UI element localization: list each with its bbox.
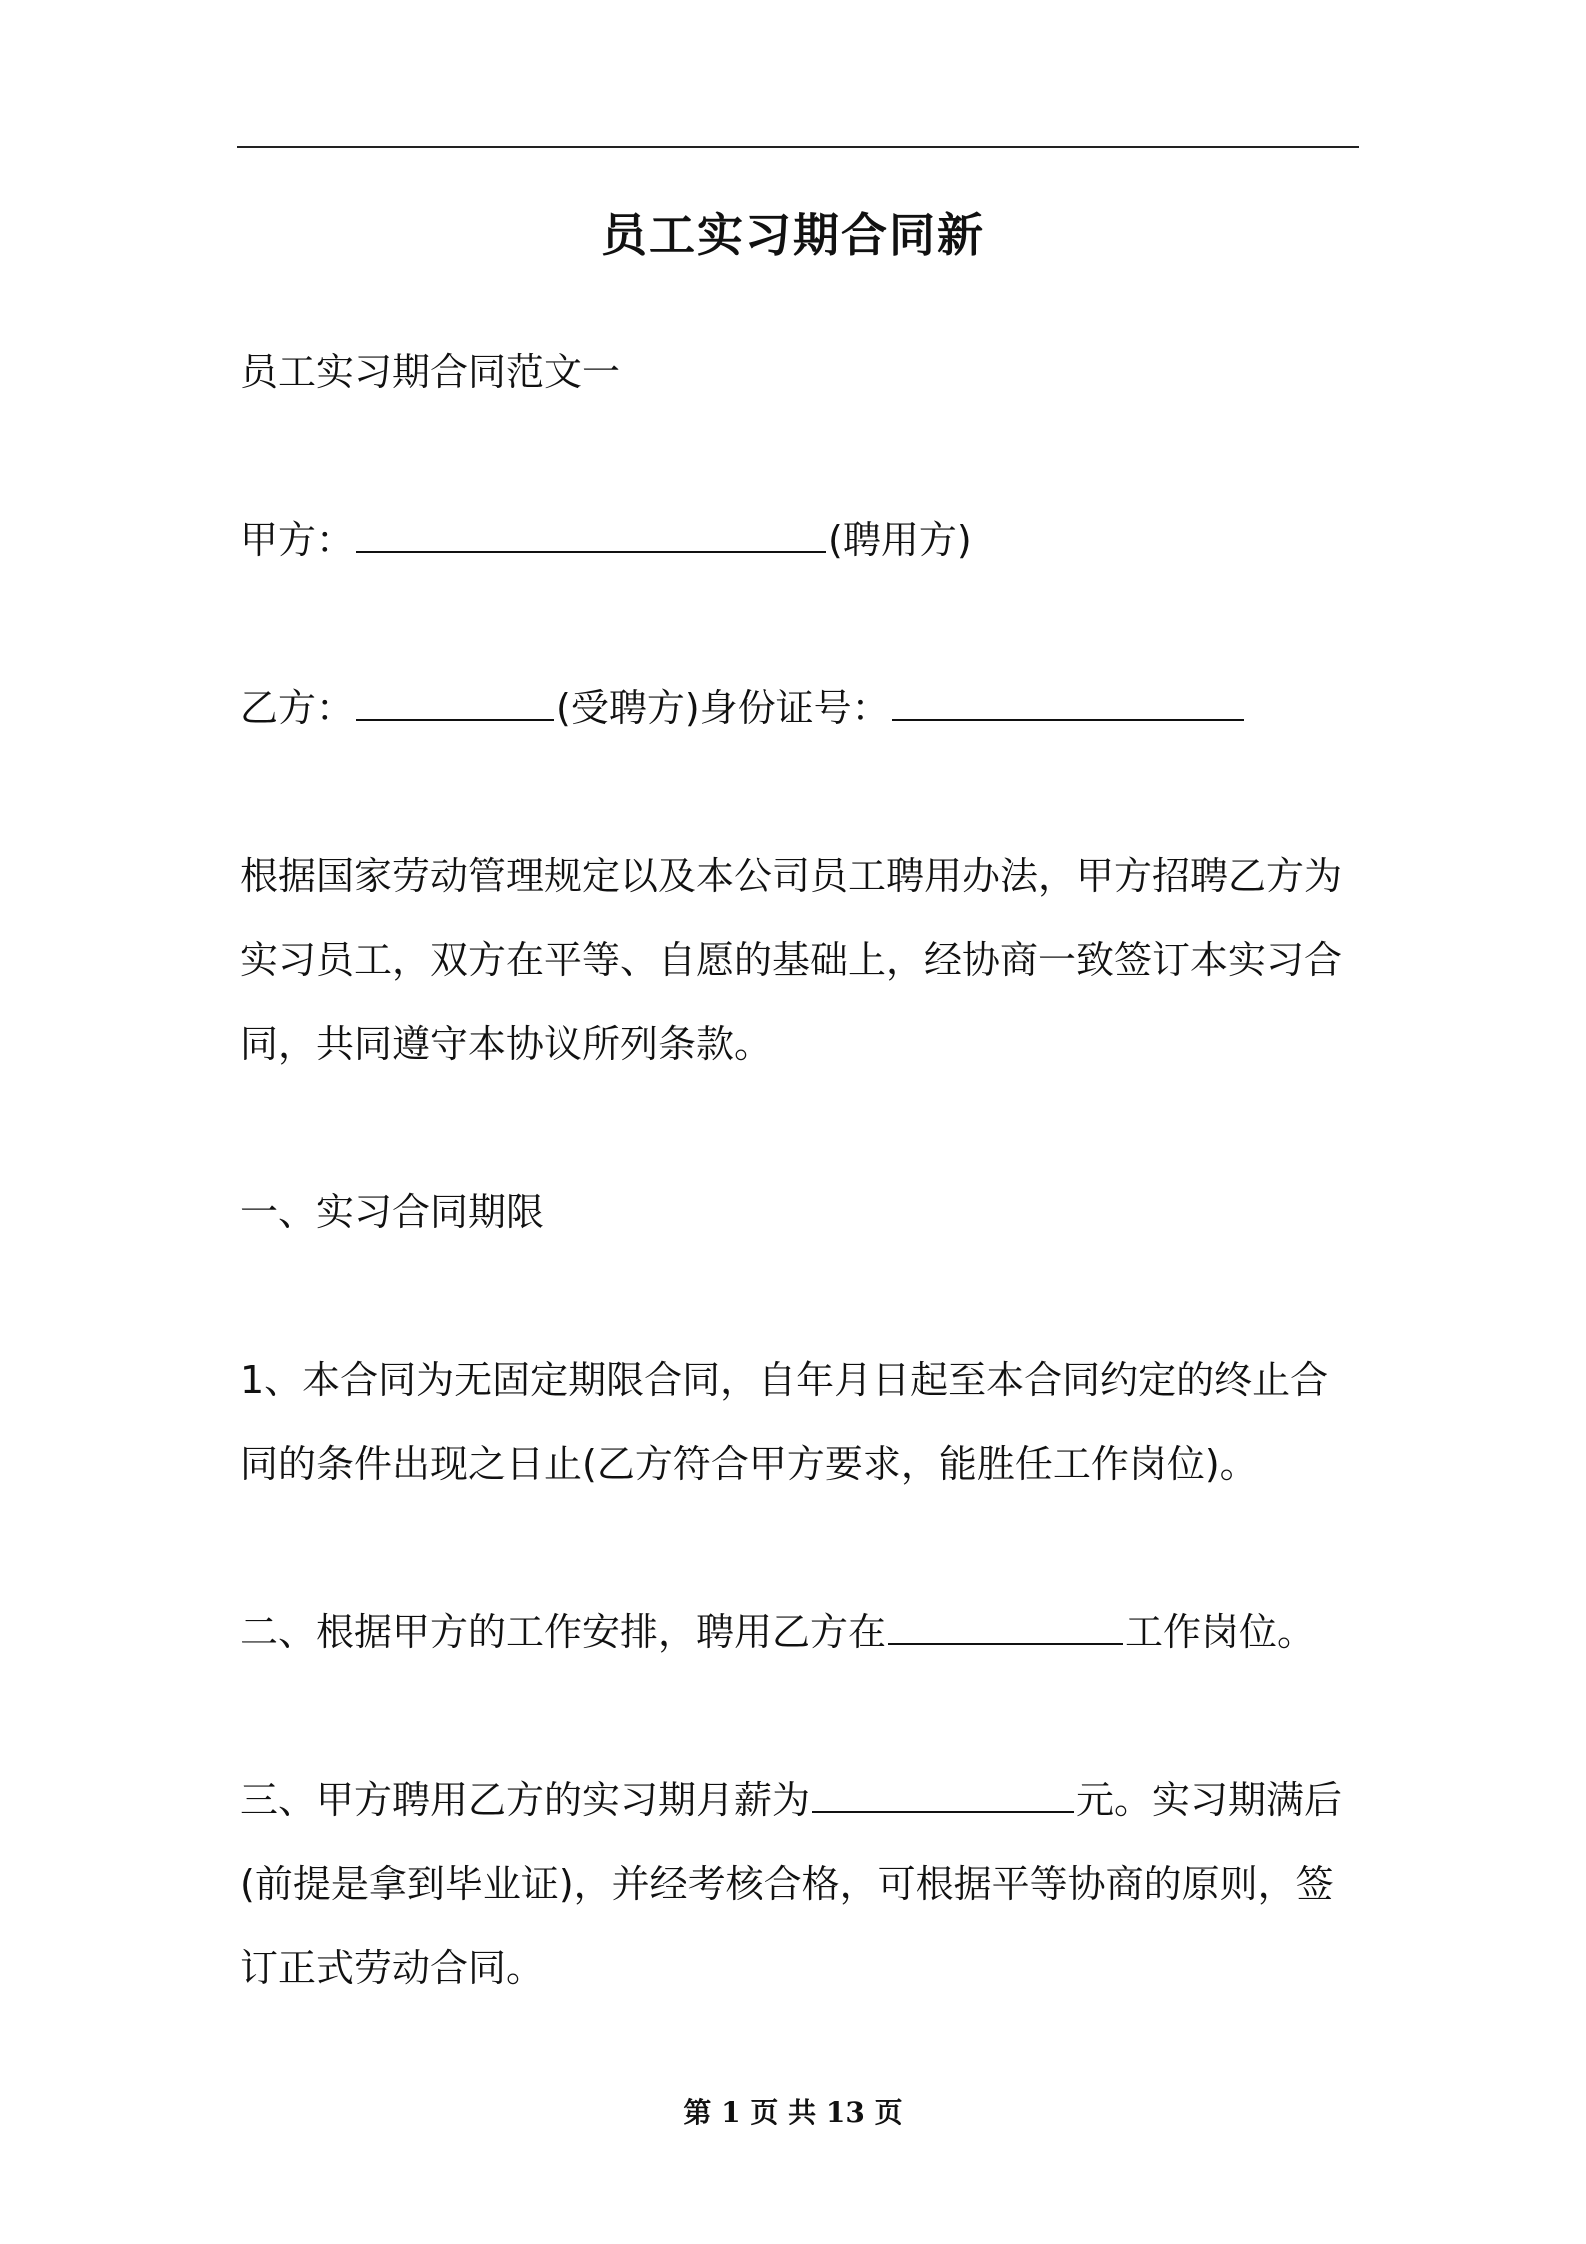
party-b-id-blank[interactable] <box>892 675 1244 721</box>
section-3-prefix: 三、甲方聘用乙方的实习期月薪为 <box>240 1778 811 1822</box>
section-2-suffix: 工作岗位。 <box>1125 1610 1316 1654</box>
party-b-role-id-label: (受聘方)身份证号： <box>556 686 890 730</box>
party-b-label: 乙方： <box>240 686 355 730</box>
party-b-line <box>240 666 1360 750</box>
party-b-name-blank[interactable] <box>356 675 554 721</box>
section-2-prefix: 二、根据甲方的工作安排，聘用乙方在 <box>240 1610 887 1654</box>
section-1-item-1: 1、本合同为无固定期限合同，自年月日起至本合同约定的终止合同的条件出现之日止(乙方符合甲方要求，能胜任工作岗位)。 <box>240 1358 1329 1486</box>
party-a-line <box>240 498 1360 582</box>
section-2-line <box>240 1590 1360 1674</box>
document-body <box>240 330 1360 2010</box>
intro-paragraph: 根据国家劳动管理规定以及本公司员工聘用办法，甲方招聘乙方为实习员工，双方在平等、自愿的基础上，经协商一致签订本实习合同，共同遵守本协议所列条款。 <box>240 854 1343 1066</box>
party-a-role: (聘用方) <box>828 518 972 562</box>
job-position-blank[interactable] <box>888 1599 1123 1645</box>
section-3-suffix: 元。实习期满后(前提是拿到毕业证)，并经考核合格，可根据平等协商的原则，签订正式劳动合同。 <box>240 1778 1343 1990</box>
monthly-salary-blank[interactable] <box>812 1767 1074 1813</box>
party-a-label: 甲方： <box>240 518 355 562</box>
contract-subtitle: 员工实习期合同范文一 <box>240 350 621 394</box>
document-title: 员工实习期合同新 <box>601 208 985 262</box>
section-1-heading: 一、实习合同期限 <box>240 1190 545 1234</box>
party-a-name-blank[interactable] <box>356 507 826 553</box>
header-divider <box>237 146 1359 148</box>
section-3-paragraph <box>240 1758 1360 2010</box>
page-indicator: 第 1 页 共 13 页 <box>683 2096 903 2129</box>
